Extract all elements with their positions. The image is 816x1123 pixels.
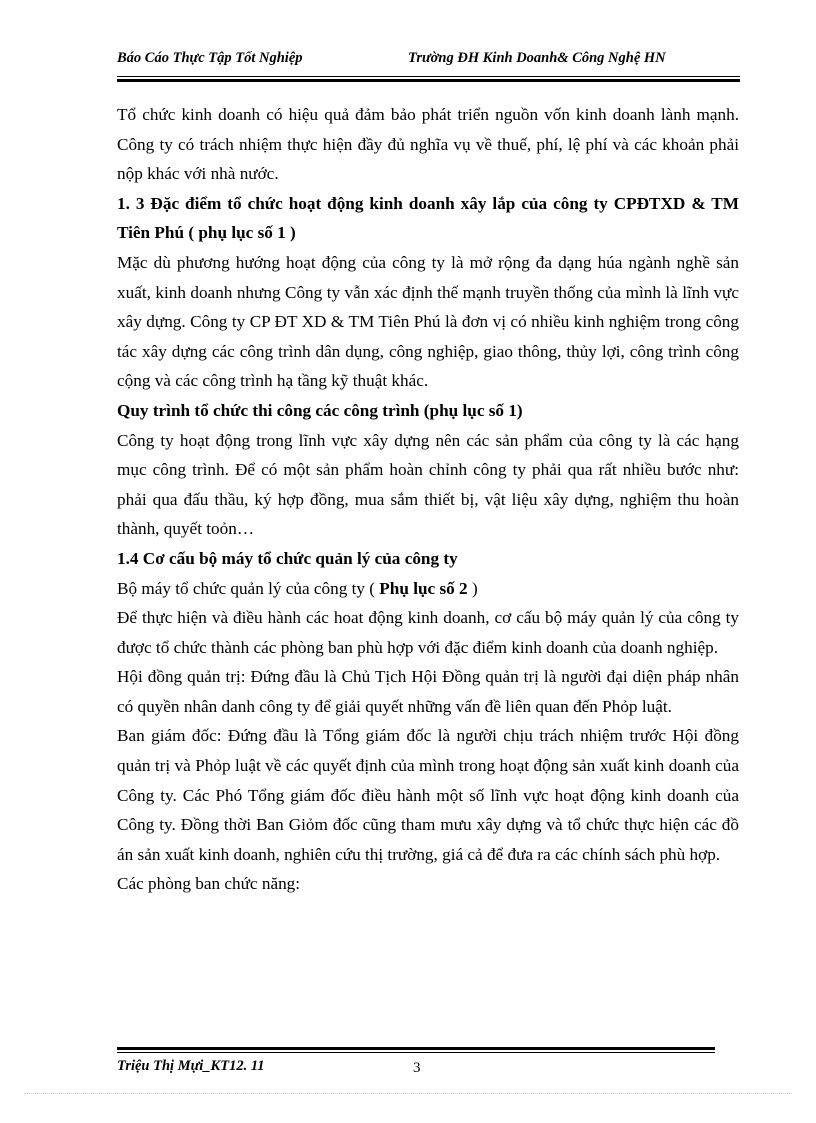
subheading-construction-process: Quy trình tổ chức thi công các công trình (phụ lục số 1) [117,400,523,420]
header-university: Trường ĐH Kinh Doanh& Công Nghệ HN [408,50,666,66]
document-body [117,100,739,899]
page-break-line [24,1093,792,1094]
section-heading-1-3: 1. 3 Đặc điểm tổ chức hoạt động kinh doanh xây lắp của công ty CPĐTXD & TM Tiên Phú ( phụ lục số 1 ) [117,193,739,243]
paragraph-business-efficiency: Tổ chức kinh doanh có hiệu quả đảm bảo phát triển nguồn vốn kinh doanh lành mạnh. Công ty có trách nhiệm thực hiện đầy đủ nghĩa vụ về thuế, phí, lệ phí và các khoản phải nộp khác với nhà nước. [117,105,739,184]
header-report-title: Báo Cáo Thực Tập Tốt Nghiệp [117,50,303,66]
org-structure-text: Bộ máy tổ chức quản lý của công ty ( [117,578,380,598]
paragraph-functional-departments: Các phòng ban chức năng: [117,874,301,894]
paragraph-executive-board: Ban giám đốc: Đứng đầu là Tổng giám đốc là người chịu trách nhiệm trước Hội đồng quản trị và Phỏp luật về các quyết định của mình trong hoạt động sản xuất kinh doanh của Công ty. Các Phó Tổng giám đốc điều hành một số lĩnh vực hoạt động kinh doanh của Công ty. Đồng thời Ban Giỏm đốc cũng tham mưu xây dựng và tổ chức thực hiện các đồ án sản xuất kinh doanh, nghiên cứu thị trường, giá cả để đưa ra các chính sách phù hợp. [117,726,739,864]
paragraph-management-departments: Để thực hiện và điều hành các hoat động kinh doanh, cơ cấu bộ máy quản lý của công ty được tổ chức thành các phòng ban phù hợp với đặc điểm kinh doanh của doanh nghiệp. [117,608,739,657]
footer-divider [117,1047,715,1053]
paragraph-construction-steps: Công ty hoạt động trong lĩnh vực xây dựng nên các sản phẩm của công ty là các hạng mục công trình. Để có một sản phẩm hoàn chỉnh công ty phải qua rất nhiều bước như: phải qua đấu thầu, ký hợp đồng, mua sắm thiết bị, vật liệu xây dựng, nghiệm thu hoàn thành, quyết toỏn… [117,430,739,539]
paragraph-board-of-directors: Hội đồng quản trị: Đứng đầu là Chủ Tịch Hội Đồng quản trị là người đại diện pháp nhân có quyền nhân danh công ty để giải quyết những vấn đề liên quan đến Phỏp luật. [117,667,739,716]
org-structure-close: ) [467,578,478,598]
footer-author: Triệu Thị Mựi_KT12. 11 [117,1058,265,1074]
page-number: 3 [413,1060,421,1076]
appendix-2-reference: Phụ lục số 2 [379,578,468,598]
page-header [117,50,740,70]
header-divider [117,76,740,82]
section-heading-1-4: 1.4 Cơ cấu bộ máy tổ chức quản lý của công ty [117,548,458,568]
paragraph-org-structure [117,574,739,604]
paragraph-construction-strength: Mặc dù phương hướng hoạt động của công ty là mở rộng đa dạng húa ngành nghề sản xuất, kinh doanh nhưng Công ty vẫn xác định thế mạnh truyền thống của mình là lĩnh vực xây dựng. Công ty CP ĐT XD & TM Tiên Phú là đơn vị có nhiều kinh nghiệm trong công tác xây dựng các công trình dân dụng, công nghiệp, giao thông, thủy lợi, công trình công cộng và các công trình hạ tầng kỹ thuật khác. [117,252,739,391]
